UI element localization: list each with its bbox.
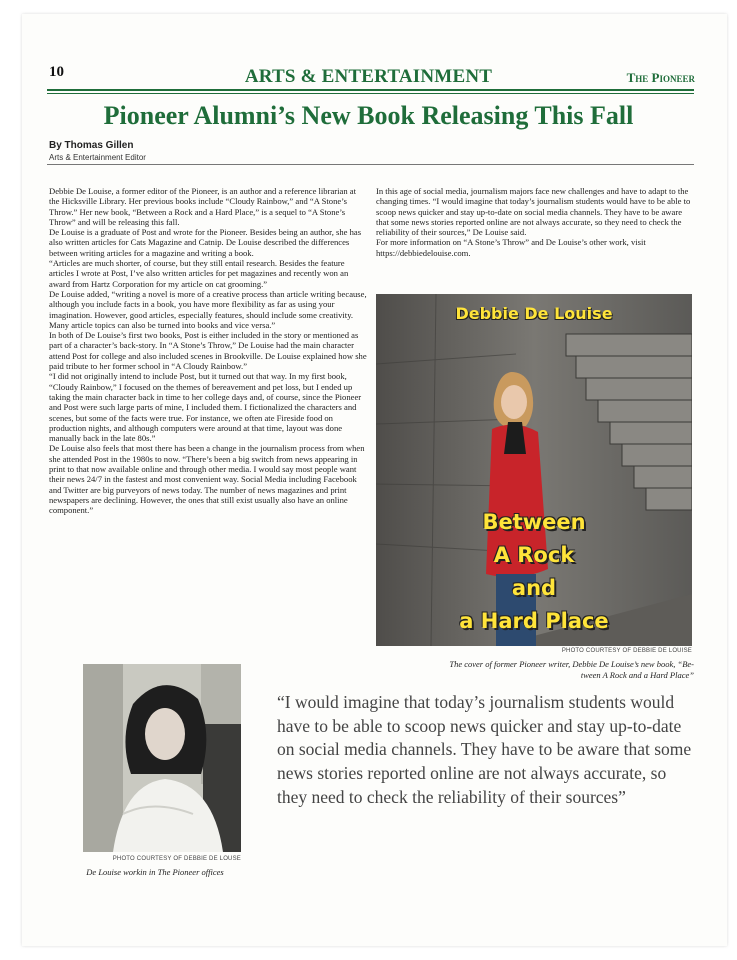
header-rule-bottom — [47, 93, 694, 94]
left-column — [49, 186, 367, 516]
cover-photo-credit: PHOTO COURTESY OF DEBBIE DE LOUISE — [561, 648, 692, 654]
paragraph: Debbie De Louise, a former editor of the Pioneer, is an author and a reference librarian at the Hicksville Library. Her previous books include “Cloudy Rainbow,” and “A Stone’s Throw.” Her new book, “Between a Rock and a Hard Place,” is a sequel to “A Stone’s Throw” and will be releasing this fall. — [49, 186, 356, 227]
right-column — [376, 186, 694, 258]
paragraph: “I did not originally intend to include Post, but it turned out that way. In my first book, “Cloudy Rainbow,” I focused on the themes of bereavement and pet loss, but I ended up taking the main character back in time to her college days and, of course, since the Pioneer and Post were such large parts of mine, I included them. I fictionalized the characters and scenes, but some of the facts were true. For instance, we often ate Fireside food on production nights, and although computers were around at that time, layout was done manually back in the late 80s.” — [49, 371, 362, 444]
cover-caption-line: The cover of former Pioneer writer, Debbie De Louise’s new book, “Be- — [449, 659, 694, 669]
cover-title-line: and — [511, 576, 557, 600]
book-cover-image — [376, 294, 692, 646]
paragraph: For more information on “A Stone’s Throw” and De Louise’s other work, visit https://debbiedelouise.com. — [376, 237, 646, 258]
cover-caption-line: tween A Rock and a Hard Place” — [580, 670, 694, 680]
cover-title-line: A Rock — [493, 543, 575, 567]
paragraph: In both of De Louise’s first two books, Post is either included in the story or mentioned as part of a character’s back-story. In “A Stone’s Throw,” De Louise had the main character attend Post for college and also included scenes in Brookville. De Louise explained how she paid tribute to her former school in “A Cloudy Rainbow.” — [49, 330, 367, 372]
section-title: ARTS & ENTERTAINMENT — [244, 66, 493, 87]
paragraph: De Louise also feels that most there has been a change in the journalism process from when she attended Post in the 1980s to now. “There’s been a big switch from news appearing in print to that now available online and through other media. I would say most people want their news 24/7 in the fastest and most convenient way. Social Media including Facebook and Twitter are big purveyors of news today. The number of news magazines and print newspapers are declining. However, the ones that still exist usually also have an online component.” — [49, 443, 365, 516]
article-headline: Pioneer Alumni’s New Book Releasing This Fall — [103, 101, 634, 130]
office-photo-caption: De Louise workin in The Pioneer offices — [86, 867, 224, 877]
office-photo — [83, 664, 241, 852]
byline-title: Arts & Entertainment Editor — [49, 153, 146, 162]
paragraph: In this age of social media, journalism majors face new challenges and have to adapt to the changing times. “I would imagine that today’s journalism students would have to be able to scoop news quicker and stay up-to-date on social media channels. They have to be aware that some news stories reported online are not always accurate, so they need to check the reliability of their sources,” De Louise said. — [376, 186, 691, 238]
cover-title-line: Between — [482, 510, 586, 534]
paragraph: De Louise added, “writing a novel is more of a creative process than article writing because, although you include facts in a book, you have more flexibility as far as using your imagination. However, good articles, especially features, should include some creativity. Many article topics can also be turned into books and vice versa.” — [49, 288, 367, 330]
paragraph: De Louise is a graduate of Post and wrote for the Pioneer. Besides being an author, she has also written articles for Cats Magazine and Catnip. De Louise described the differences between writing articles for a magazine and writing a book. — [49, 227, 362, 258]
paragraph: “Articles are much shorter, of course, but they still entail research. Besides the feature articles I wrote at Post, I’ve also written articles for pet magazines and recently won an award from Hartz Corporation for my article on cat grooming.” — [49, 258, 349, 289]
page-number: 10 — [49, 64, 64, 80]
pull-quote: “I would imagine that today’s journalism students would have to be able to scoop news quicker and stay up-to-date on social media channels. They have to be aware that some news stories reported online are not always accurate, so they need to check the reliability of their sources” — [277, 692, 692, 807]
byline-rule — [47, 164, 694, 165]
header-rule-top — [47, 89, 694, 91]
office-photo-credit: PHOTO COURTESY OF DEBBIE DE LOUSE — [112, 856, 241, 862]
cover-title-line: a Hard Place — [459, 609, 609, 633]
publication-name: The Pioneer — [626, 70, 695, 85]
cover-author-name: Debbie De Louise — [455, 304, 613, 323]
office-photo-illustration — [83, 664, 241, 852]
byline: By Thomas Gillen — [49, 140, 134, 151]
